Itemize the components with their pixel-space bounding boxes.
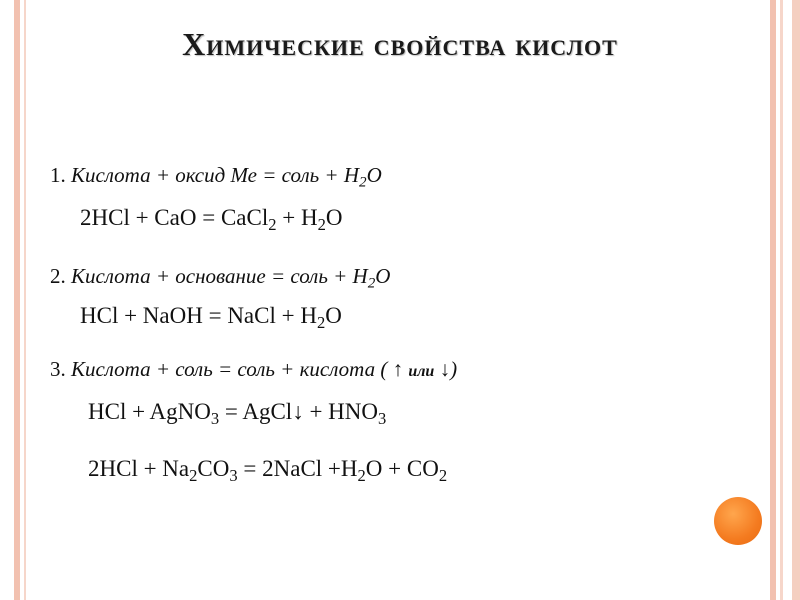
subscript: 2 <box>316 312 326 332</box>
rule-text: Кислота + соль = соль + кислота ( ↑ <box>65 357 409 381</box>
subscript: 3 <box>378 408 387 428</box>
rule-text-end: ↓) <box>434 357 458 381</box>
equation-2 <box>80 303 342 332</box>
rule-2 <box>50 264 391 292</box>
rule-text: Кислота + основание = соль + Н <box>65 264 368 288</box>
eq-part: 2HCl + Na <box>88 456 190 481</box>
eq-part: O <box>325 205 343 230</box>
eq-part: O + CO <box>365 456 439 481</box>
eq-part: HCl + AgNO <box>88 399 211 424</box>
frame-left-border <box>14 0 20 600</box>
rule-number: 1. <box>50 163 66 187</box>
subscript: 2 <box>359 174 367 191</box>
eq-part: CO <box>197 456 230 481</box>
eq-part: HCl + NaOH = NaCl + H <box>80 303 317 328</box>
equation-4 <box>88 456 448 485</box>
rule-text: Кислота + оксид Ме = соль + Н <box>65 163 360 187</box>
eq-part: + H <box>276 205 318 230</box>
rule-text-end: О <box>375 264 391 288</box>
rule-number: 2. <box>50 264 66 288</box>
subscript: 2 <box>189 465 198 485</box>
subscript: 2 <box>438 465 448 485</box>
frame-right-thin-line <box>780 0 783 600</box>
subscript: 2 <box>317 214 326 234</box>
rule-3 <box>50 357 457 382</box>
subscript: 2 <box>367 275 376 292</box>
equation-1 <box>80 205 343 234</box>
frame-right-outer-border <box>792 0 800 600</box>
rule-text-end: О <box>366 163 382 187</box>
slide-title: Химические свойства кислот <box>182 26 618 62</box>
orange-dot-icon <box>714 497 762 545</box>
eq-part: = AgCl↓ + HNO <box>219 399 378 424</box>
eq-part: = 2NaCl +H <box>237 456 358 481</box>
rule-1 <box>50 163 382 191</box>
eq-part: 2HCl + CaO = CaCl <box>80 205 269 230</box>
frame-right-border <box>770 0 776 600</box>
subscript: 3 <box>229 465 238 485</box>
equation-3 <box>88 399 387 428</box>
rule-or-word: или <box>408 363 435 380</box>
eq-part: O <box>325 303 342 328</box>
subscript: 3 <box>210 408 220 428</box>
rule-number: 3. <box>50 357 66 381</box>
subscript: 2 <box>268 214 277 234</box>
frame-left-thin-line <box>24 0 26 600</box>
subscript: 2 <box>357 465 366 485</box>
